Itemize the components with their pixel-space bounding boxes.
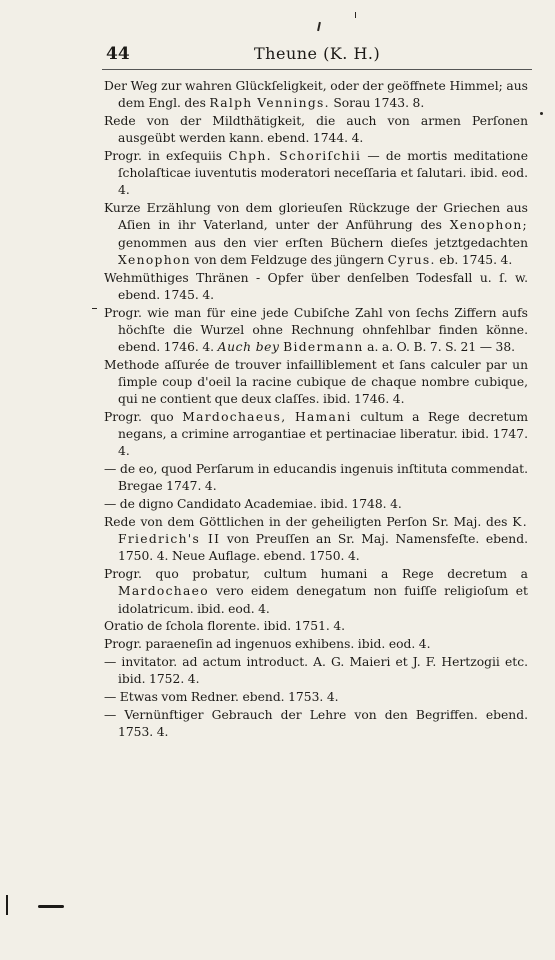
bibliography-list	[104, 78, 528, 742]
bibliography-entry	[104, 654, 528, 688]
entry-text: genommen aus den vier erſten Büchern dieſes jetztgedachten	[118, 235, 528, 250]
entry-text	[286, 410, 295, 424]
entry-text: Wehmüthiges Thränen - Opfer über denſelben Todesfall u. ſ. w. ebend. 1745. 4.	[104, 270, 528, 302]
entry-emphasis: Chph. Schoriſchii	[228, 149, 362, 163]
entry-emphasis: Cyrus.	[387, 252, 436, 267]
header-rule	[102, 69, 532, 70]
bibliography-entry	[104, 113, 528, 147]
entry-text: Der Weg zur wahren Glückſeligkeit, oder der geöffnete Himmel; aus dem Engl. des	[104, 79, 528, 111]
bibliography-entry	[104, 409, 528, 461]
bibliography-entry	[104, 514, 528, 566]
print-speck	[92, 308, 97, 309]
bibliography-entry	[104, 636, 528, 653]
bibliography-entry	[104, 618, 528, 635]
entry-emphasis: Mardochaeus,	[182, 410, 287, 425]
entry-text: von dem Feldzuge des jüngern	[190, 252, 388, 267]
entry-text: — Vernünftiger Gebrauch der Lehre von den Begriffen. ebend. 1753. 4.	[104, 707, 528, 740]
entry-emphasis: Ralph Vennings.	[209, 96, 330, 111]
entry-text: a. a. O. B. 7. S. 21 — 38.	[363, 340, 516, 355]
entry-text: — de digno Candidato Academiae. ibid. 1748. 4.	[104, 497, 402, 512]
bibliography-entry	[104, 200, 528, 269]
entry-text: — de mortis meditatione ſcholaſticae iuventutis moderatori neceſſaria et ſalutari. ibid. eod. 4.	[118, 149, 528, 198]
bibliography-entry	[104, 707, 528, 741]
entry-text: Kurze Erzählung von dem glorieuſen Rückzuge der Griechen aus Aſien in ihr Vaterland, unter der Anführung des	[104, 201, 528, 233]
bibliography-entry	[104, 78, 528, 112]
entry-emphasis: Xenophon	[118, 252, 191, 267]
entry-emphasis: K. Friedrich's II	[118, 515, 528, 547]
entry-text: — invitator. ad actum introduct. A. G. Maieri et J. F. Hertzogii etc. ibid. 1752. 4.	[104, 655, 528, 687]
entry-text: eb. 1745. 4.	[435, 252, 513, 267]
bibliography-entry	[104, 496, 528, 513]
entry-emphasis: Xenophon;	[449, 218, 528, 233]
entry-text: cultum a Rege decretum negans, a crimine arrogantiae et pertinaciae liberatur. ibid. 1747. 4.	[118, 410, 528, 459]
print-speck	[355, 12, 356, 18]
running-head: Theune (K. H.)	[254, 44, 381, 63]
print-speck	[540, 112, 543, 115]
entry-text: Progr. in exſequiis	[104, 149, 229, 163]
bibliography-entry	[104, 270, 528, 304]
entry-text: Oratio de ſchola florente. ibid. 1751. 4.	[104, 619, 346, 634]
entry-text: von Preuſſen an Sr. Maj. Namensfeſte. ebend. 1750. 4. Neue Auflage. ebend. 1750. 4.	[118, 532, 528, 564]
bibliography-entry	[104, 357, 528, 409]
entry-text: Progr. paraeneſin ad ingenuos exhibens. ibid. eod. 4.	[104, 637, 431, 652]
bibliography-entry	[104, 148, 528, 200]
entry-text: Progr. quo probatur, cultum humani a Rege decretum a	[104, 567, 528, 582]
entry-text: — de eo, quod Perſarum in educandis ingenuis inſtituta commendat. Bregae 1747. 4.	[104, 462, 528, 494]
entry-emphasis: Bidermann	[283, 340, 364, 355]
ink-dash-mark	[38, 905, 64, 908]
bibliography-entry	[104, 566, 528, 618]
entry-text: Sorau 1743. 8.	[329, 96, 425, 111]
page-header	[102, 44, 522, 68]
entry-text: Progr. quo	[104, 410, 183, 425]
entry-emphasis: Hamani	[295, 410, 352, 425]
bibliography-entry	[104, 461, 528, 495]
entry-text: Progr. wie man für eine jede Cubiſche Zahl von ſechs Ziffern aufs höchſte die Wurzel ohne Rechnung ohnfehlbar finden könne. ebend. 1746. 4.	[104, 305, 528, 355]
print-speck	[317, 22, 321, 31]
entry-text: vero eidem denegatum non fuiſſe religioſum et idolatricum. ibid. eod. 4.	[118, 584, 528, 616]
bibliography-entry	[104, 689, 528, 706]
entry-text: Rede von dem Göttlichen in der geheiligten Perſon Sr. Maj. des	[104, 515, 513, 530]
entry-text: Rede von der Mildthätigkeit, die auch von armen Perſonen ausgeübt werden kann. ebend. 1744. 4.	[104, 114, 528, 146]
entry-text: Methode aſſurée de trouver infailliblement et ſans calculer par un ſimple coup d'oeil la racine cubique de chaque nombre cubique, qui ne contient que deux claſſes. ibid. 1746. 4.	[104, 357, 528, 407]
entry-emphasis: Auch bey	[217, 340, 280, 355]
entry-emphasis: Mardochaeo	[118, 584, 209, 599]
edge-mark	[6, 895, 8, 915]
bibliography-entry	[104, 305, 528, 357]
entry-text: — Etwas vom Redner. ebend. 1753. 4.	[104, 690, 339, 705]
page-number: 44	[106, 44, 130, 64]
